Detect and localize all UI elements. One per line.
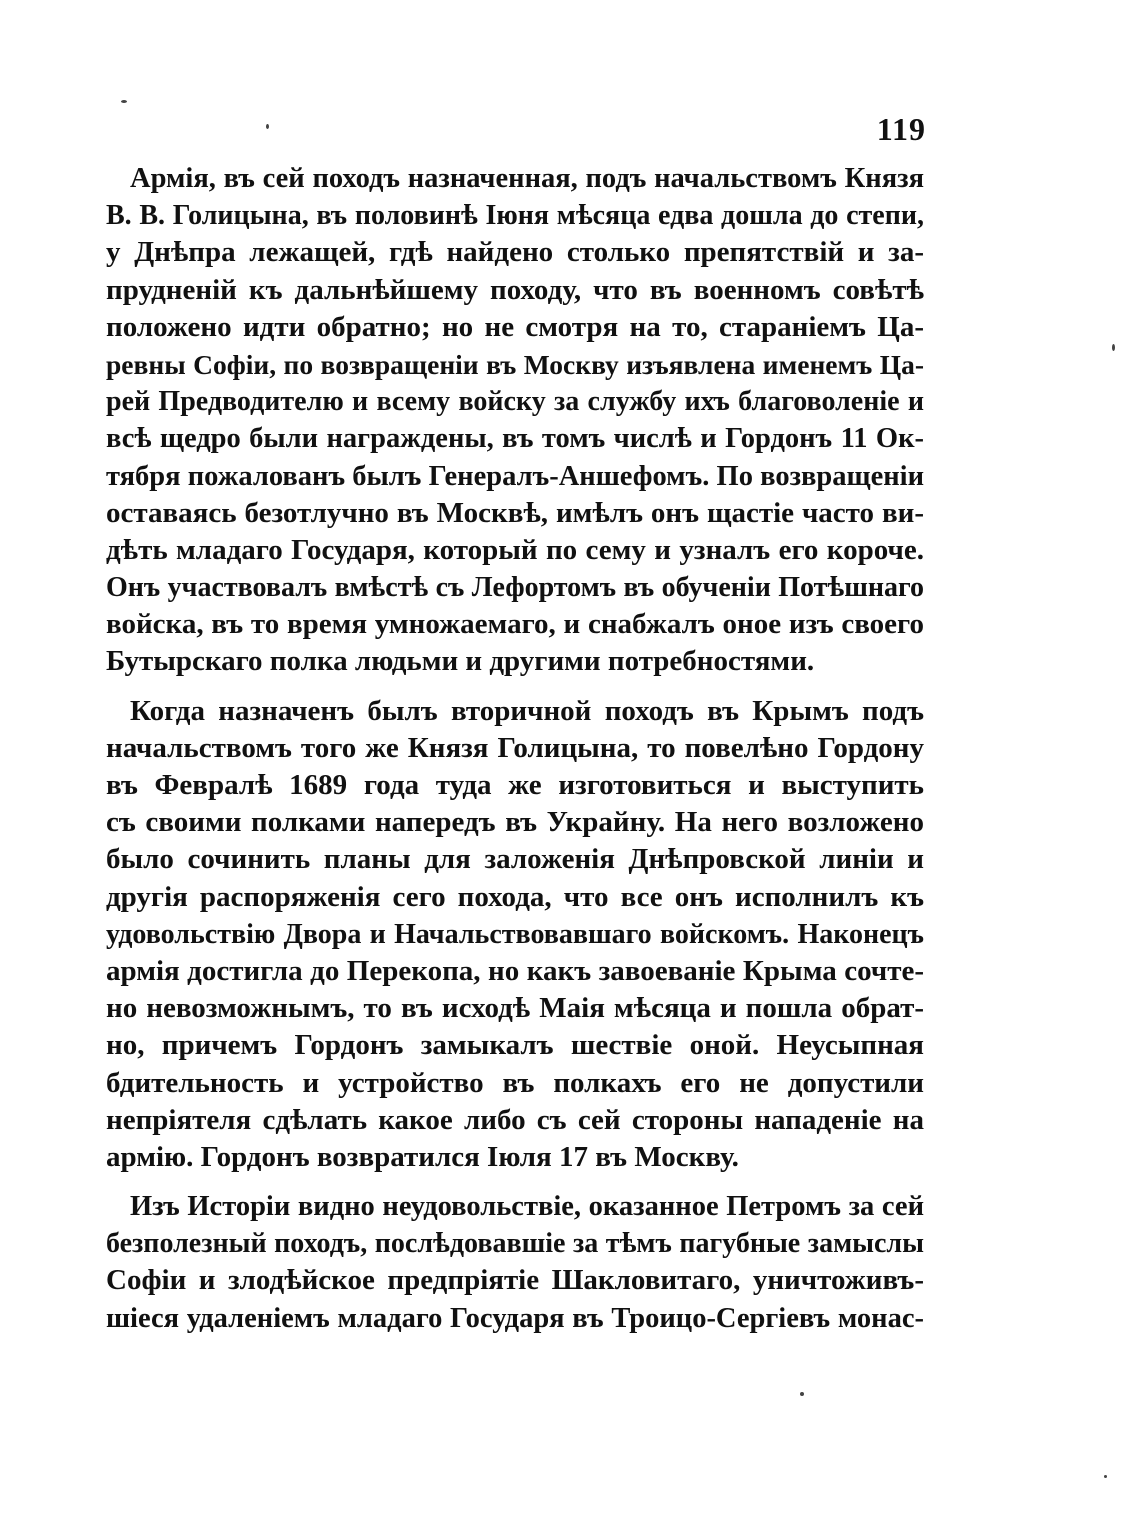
text-line: армію. Гордонъ возвратился Іюля 17 въ Москву. xyxy=(106,1140,739,1173)
scan-speck xyxy=(800,1392,804,1396)
text-line: бдительность и устройство въ полкахъ его не допустили xyxy=(106,1066,924,1099)
text-line: безполезный походъ, послѣдовавшіе за тѣмъ пагубные замыслы xyxy=(106,1228,924,1260)
text-line: прудненій къ дальнѣйшему походу, что въ военномъ совѣтѣ xyxy=(106,273,924,306)
text-line: всѣ щедро были награждены, въ томъ числѣ и Гордонъ 11 Ок- xyxy=(106,423,924,455)
text-line: дѣть младаго Государя, который по сему и узналъ его короче. xyxy=(106,533,924,566)
text-line: удовольствію Двора и Начальствовавшаго войскомъ. Наконецъ xyxy=(106,918,924,950)
text-line: Софіи и злодѣйское предпріятіе Шакловитаго, уничтоживъ- xyxy=(106,1264,924,1297)
scan-speck xyxy=(1112,344,1115,351)
paragraph xyxy=(106,160,924,681)
text-line: ревны Софіи, по возвращеніи въ Москву изъявлена именемъ Ца- xyxy=(106,348,924,380)
body-text xyxy=(106,160,924,1337)
paragraph xyxy=(106,693,924,1176)
text-line: положено идти обратно; но не смотря на то, стараніемъ Ца- xyxy=(106,310,924,343)
text-line: въ Февралѣ 1689 года туда же изготовиться и выступить xyxy=(106,769,924,801)
text-line: шіеся удаленіемъ младаго Государя въ Троицо-Сергіевъ монас- xyxy=(106,1302,924,1334)
paragraph-gap xyxy=(106,681,924,693)
text-line: армія достигла до Перекопа, но какъ завоеваніе Крыма сочте- xyxy=(106,954,924,987)
text-line: съ своими полками напередъ въ Украйну. На него возложено xyxy=(106,806,924,839)
text-line: у Днѣпра лежащей, гдѣ найдено столько препятствій и за- xyxy=(106,236,924,269)
text-line: рей Предводителю и всему войску за службу ихъ благоволеніе и xyxy=(106,386,924,418)
text-line: Армія, въ сей походъ назначенная, подъ начальствомъ Князя xyxy=(130,163,924,194)
text-line: войска, въ то время умножаемаго, и снабжалъ оное изъ своего xyxy=(106,608,924,641)
text-line: но, причемъ Гордонъ замыкалъ шествіе оной. Неусыпная xyxy=(106,1029,924,1062)
text-line: Изъ Исторіи видно неудовольствіе, оказанное Петромъ за сей xyxy=(130,1191,924,1223)
text-line: Когда назначенъ былъ вторичной походъ въ Крымъ подъ xyxy=(130,694,924,727)
paragraph xyxy=(106,1188,924,1337)
paragraph-gap xyxy=(106,1176,924,1188)
text-line: было сочинить планы для заложенія Днѣпровской линіи и xyxy=(106,843,924,876)
scan-speck xyxy=(121,100,127,103)
text-line: начальствомъ того же Князя Голицына, то повелѣно Гордону xyxy=(106,731,924,764)
text-line: Бутырскаго полка людьми и другими потребностями. xyxy=(106,645,815,678)
page-number: 119 xyxy=(876,111,926,147)
text-line: Онъ участвовалъ вмѣстѣ съ Лефортомъ въ обученіи Потѣшнаго xyxy=(106,572,924,604)
text-line: другія распоряженія сего похода, что все онъ исполнилъ къ xyxy=(106,880,924,913)
scan-speck xyxy=(266,124,269,129)
text-line: но невозможнымъ, то въ исходѣ Маія мѣсяца и пошла обрат- xyxy=(106,992,924,1025)
text-line: оставаясь безотлучно въ Москвѣ, имѣлъ онъ щастіе часто ви- xyxy=(106,496,924,529)
text-line: В. В. Голицына, въ половинѣ Іюня мѣсяца едва дошла до степи, xyxy=(106,200,924,232)
scan-speck xyxy=(1104,1475,1107,1478)
text-line: непріятеля сдѣлать какое либо съ сей стороны нападеніе на xyxy=(106,1103,924,1136)
text-line: тября пожалованъ былъ Генералъ-Аншефомъ. По возвращеніи xyxy=(106,460,924,492)
